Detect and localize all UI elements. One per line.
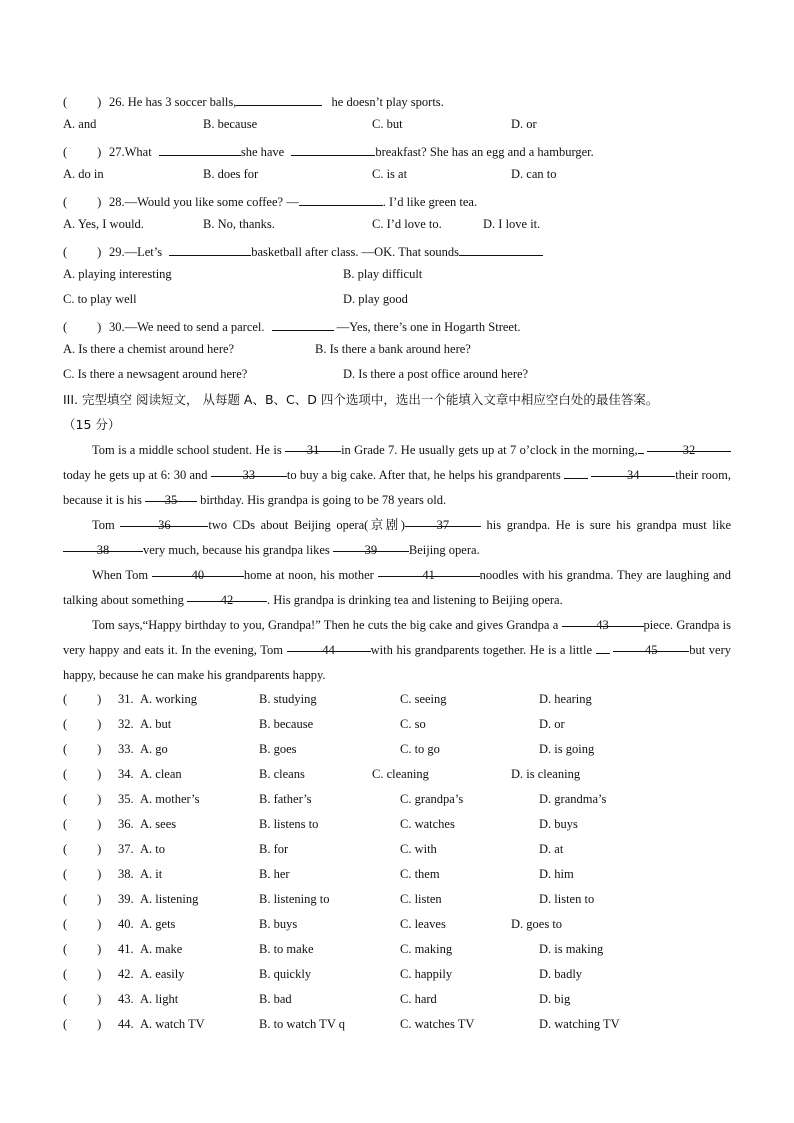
passage-text: piece. Grandpa is very happy and eats it. In the evening, Tom	[63, 618, 732, 657]
option[interactable]: D. grandma’s	[539, 792, 607, 806]
answer-bracket[interactable]: ( )	[63, 967, 102, 981]
option[interactable]: D. is cleaning	[511, 767, 581, 781]
option[interactable]: D. play good	[343, 292, 408, 306]
option[interactable]: A. to	[140, 842, 165, 856]
option[interactable]: A. and	[63, 117, 97, 131]
option[interactable]: A. sees	[140, 817, 177, 831]
option[interactable]: D. him	[539, 867, 574, 881]
cloze-blank-36[interactable]: 36	[120, 513, 208, 527]
option[interactable]: D. buys	[539, 817, 578, 831]
answer-bracket[interactable]: ( )	[63, 95, 102, 109]
question-number: 35.	[118, 792, 134, 806]
question-stem: breakfast? She has an egg and a hamburger.	[375, 145, 594, 159]
passage-text: birthday. His grandpa is going to be 78 years old.	[200, 493, 447, 507]
option[interactable]: C. to play well	[63, 292, 137, 306]
answer-bracket[interactable]: ( )	[63, 892, 102, 906]
option[interactable]: B. goes	[259, 742, 297, 756]
cloze-blank-34[interactable]: 34	[591, 463, 675, 477]
option[interactable]: D. or	[539, 717, 565, 731]
answer-bracket[interactable]: ( )	[63, 867, 102, 881]
question-stem: —Yes, there’s one in Hogarth Street.	[336, 320, 521, 334]
cloze-blank-42[interactable]: 42	[187, 588, 267, 602]
question-number: 33.	[118, 742, 134, 756]
answer-bracket[interactable]: ( )	[63, 917, 102, 931]
option[interactable]: A. mother’s	[140, 792, 200, 806]
option[interactable]: A. go	[140, 742, 168, 756]
question-stem: he doesn’t play sports.	[331, 95, 444, 109]
option[interactable]: A. clean	[140, 767, 182, 781]
answer-bracket[interactable]: ( )	[63, 245, 102, 259]
cloze-blank-45[interactable]: 45	[613, 638, 689, 652]
option[interactable]: B. quickly	[259, 967, 312, 981]
option[interactable]: B. her	[259, 867, 290, 881]
answer-bracket[interactable]: ( )	[63, 742, 102, 756]
question-number: 30.	[109, 320, 125, 334]
option[interactable]: C. listen	[400, 892, 442, 906]
question-stem: —We need to send a parcel.	[124, 320, 265, 334]
question-number: 38.	[118, 867, 134, 881]
option[interactable]: B. Is there a bank around here?	[315, 342, 471, 356]
option[interactable]: B. for	[259, 842, 289, 856]
cloze-blank-41[interactable]: 41	[378, 563, 480, 577]
cloze-blank-33[interactable]: 33	[211, 463, 287, 477]
question-number: 37.	[118, 842, 134, 856]
option[interactable]: C. hard	[400, 992, 437, 1006]
question-number: 32.	[118, 717, 134, 731]
option[interactable]: C. with	[400, 842, 437, 856]
underline-mark	[564, 465, 588, 479]
cloze-passage-paragraph-4	[63, 613, 731, 688]
option[interactable]: A. listening	[140, 892, 199, 906]
underline-mark	[596, 640, 610, 654]
option[interactable]: D. listen to	[539, 892, 595, 906]
passage-text: their room, because it is his	[63, 468, 732, 507]
cloze-passage-paragraph-2	[63, 513, 731, 563]
question-number: 40.	[118, 917, 134, 931]
question-stem: —Let’s	[124, 245, 163, 259]
option[interactable]: B. buys	[259, 917, 298, 931]
passage-text: two CDs about Beijing opera(京剧)	[208, 518, 405, 532]
cloze-blank-40[interactable]: 40	[152, 563, 244, 577]
question-number: 31.	[118, 692, 134, 706]
answer-blank[interactable]	[291, 142, 375, 156]
option[interactable]: D. badly	[539, 967, 583, 981]
question-stem: basketball after class. —OK. That sounds	[251, 245, 459, 259]
option[interactable]: C. I’d love to.	[372, 217, 442, 231]
option[interactable]: B. does for	[203, 167, 259, 181]
question-stem: . I’d like green tea.	[382, 195, 478, 209]
passage-text: his grandpa. He is sure his grandpa must like	[486, 518, 732, 532]
cloze-passage-paragraph-3	[63, 563, 731, 613]
option[interactable]: D. is going	[539, 742, 595, 756]
passage-text: Tom	[92, 518, 115, 532]
question-30	[63, 317, 521, 335]
cloze-blank-39[interactable]: 39	[333, 538, 409, 552]
question-number: 44.	[118, 1017, 134, 1031]
passage-text: Tom says,“Happy birthday to you, Grandpa!” Then he cuts the big cake and gives Grandpa a	[92, 618, 559, 632]
question-stem: He has 3 soccer balls,	[127, 95, 237, 109]
question-number: 36.	[118, 817, 134, 831]
question-26	[63, 92, 444, 110]
option[interactable]: B. father’s	[259, 792, 312, 806]
question-27	[63, 142, 594, 160]
question-number: 29.	[109, 245, 125, 259]
answer-blank[interactable]	[159, 142, 241, 156]
option[interactable]: B. listens to	[259, 817, 319, 831]
question-number: 34.	[118, 767, 134, 781]
passage-text: noodles with his grandma. They are laughing and talking about something	[63, 568, 732, 607]
answer-blank[interactable]	[169, 242, 251, 256]
option[interactable]: D. or	[511, 117, 537, 131]
option[interactable]: A. it	[140, 867, 163, 881]
underline-mark	[638, 440, 644, 454]
cloze-blank-32[interactable]: 32	[647, 438, 731, 452]
option[interactable]: A. Yes, I would.	[63, 217, 144, 231]
option[interactable]: D. is making	[539, 942, 604, 956]
question-number: 28.	[109, 195, 125, 209]
option[interactable]: C. leaves	[400, 917, 446, 931]
option[interactable]: D. big	[539, 992, 571, 1006]
cloze-blank-43[interactable]: 43	[562, 613, 644, 627]
option[interactable]: A. light	[140, 992, 179, 1006]
option[interactable]: C. happily	[400, 967, 453, 981]
option[interactable]: A. playing interesting	[63, 267, 172, 281]
question-number: 41.	[118, 942, 134, 956]
passage-text: very much, because his grandpa likes	[143, 543, 330, 557]
passage-text: but very happy, because he can make his grandparents happy.	[63, 643, 732, 682]
passage-text: When Tom	[92, 568, 149, 582]
question-number: 39.	[118, 892, 134, 906]
question-28	[63, 192, 477, 210]
passage-text: . His grandpa is drinking tea and listening to Beijing opera.	[266, 593, 563, 607]
option[interactable]: B. because	[203, 117, 258, 131]
option[interactable]: B. to watch TV q	[259, 1017, 345, 1031]
option[interactable]: B. bad	[259, 992, 292, 1006]
answer-bracket[interactable]: ( )	[63, 792, 102, 806]
answer-bracket[interactable]: ( )	[63, 145, 102, 159]
question-number: 27.	[109, 145, 125, 159]
option[interactable]: C. them	[400, 867, 440, 881]
option[interactable]: D. watching TV	[539, 1017, 620, 1031]
cloze-passage-paragraph-1	[63, 438, 731, 513]
answer-blank[interactable]	[236, 92, 322, 106]
option[interactable]: C. seeing	[400, 692, 447, 706]
question-29	[63, 242, 543, 260]
answer-bracket[interactable]: ( )	[63, 992, 102, 1006]
option[interactable]: C. making	[400, 942, 453, 956]
answer-bracket[interactable]: ( )	[63, 195, 102, 209]
answer-bracket[interactable]: ( )	[63, 320, 102, 334]
option[interactable]: C. grandpa’s	[400, 792, 464, 806]
option[interactable]: A. but	[140, 717, 172, 731]
option[interactable]: C. is at	[372, 167, 408, 181]
answer-blank[interactable]	[299, 192, 383, 206]
option[interactable]: C. cleaning	[372, 767, 429, 781]
passage-text: Beijing opera.	[408, 543, 480, 557]
cloze-blank-44[interactable]: 44	[287, 638, 371, 652]
option[interactable]: B. listening to	[259, 892, 330, 906]
answer-blank[interactable]	[459, 242, 543, 256]
passage-text: to buy a big cake. After that, he helps his grandparents	[286, 468, 561, 482]
option[interactable]: A. easily	[140, 967, 185, 981]
cloze-blank-31[interactable]: 31	[285, 438, 341, 452]
question-number: 43.	[118, 992, 134, 1006]
option[interactable]: D. goes to	[511, 917, 563, 931]
option[interactable]: A. gets	[140, 917, 176, 931]
option[interactable]: A. Is there a chemist around here?	[63, 342, 235, 356]
cloze-blank-37[interactable]: 37	[405, 513, 481, 527]
option[interactable]: D. at	[539, 842, 564, 856]
answer-bracket[interactable]: ( )	[63, 767, 102, 781]
option[interactable]: D. I love it.	[483, 217, 541, 231]
cloze-blank-38[interactable]: 38	[63, 538, 143, 552]
option[interactable]: B. to make	[259, 942, 314, 956]
passage-text: home at noon, his mother	[243, 568, 374, 582]
question-stem: —Would you like some coffee? —	[124, 195, 299, 209]
answer-blank[interactable]	[272, 317, 334, 331]
option[interactable]: D. can to	[511, 167, 557, 181]
section-score: （15 分）	[63, 417, 121, 432]
answer-bracket[interactable]: ( )	[63, 842, 102, 856]
question-stem: What	[124, 145, 152, 159]
option[interactable]: B. cleans	[259, 767, 305, 781]
option[interactable]: A. make	[140, 942, 183, 956]
answer-bracket[interactable]: ( )	[63, 817, 102, 831]
option[interactable]: A. do in	[63, 167, 104, 181]
passage-text: today he gets up at 6: 30 and	[63, 468, 208, 482]
section-heading: III. 完型填空 阅读短文， 从每题 A、B、C、D 四个选项中，选出一个能填入文章中相应空白处的最佳答案。	[63, 392, 659, 407]
question-number: 42.	[118, 967, 134, 981]
option[interactable]: C. Is there a newsagent around here?	[63, 367, 248, 381]
option[interactable]: C. watches	[400, 817, 455, 831]
option[interactable]: B. No, thanks.	[203, 217, 275, 231]
answer-bracket[interactable]: ( )	[63, 1017, 102, 1031]
option[interactable]: D. hearing	[539, 692, 592, 706]
answer-bracket[interactable]: ( )	[63, 717, 102, 731]
passage-text: Tom is a middle school student. He is	[92, 443, 282, 457]
option[interactable]: A. watch TV	[140, 1017, 205, 1031]
option[interactable]: B. studying	[259, 692, 317, 706]
option[interactable]: B. because	[259, 717, 314, 731]
option[interactable]: C. so	[400, 717, 426, 731]
question-stem: she have	[240, 145, 285, 159]
option[interactable]: A. working	[140, 692, 197, 706]
option[interactable]: C. watches TV	[400, 1017, 475, 1031]
answer-bracket[interactable]: ( )	[63, 692, 102, 706]
option[interactable]: B. play difficult	[343, 267, 423, 281]
question-number: 26.	[109, 95, 125, 109]
option[interactable]: C. to go	[400, 742, 440, 756]
cloze-blank-35[interactable]: 35	[145, 488, 197, 502]
answer-bracket[interactable]: ( )	[63, 942, 102, 956]
passage-text: with his grandparents together. He is a little	[370, 643, 592, 657]
passage-text: in Grade 7. He usually gets up at 7 o’clock in the morning,	[341, 443, 638, 457]
option[interactable]: D. Is there a post office around here?	[343, 367, 529, 381]
option[interactable]: C. but	[372, 117, 403, 131]
